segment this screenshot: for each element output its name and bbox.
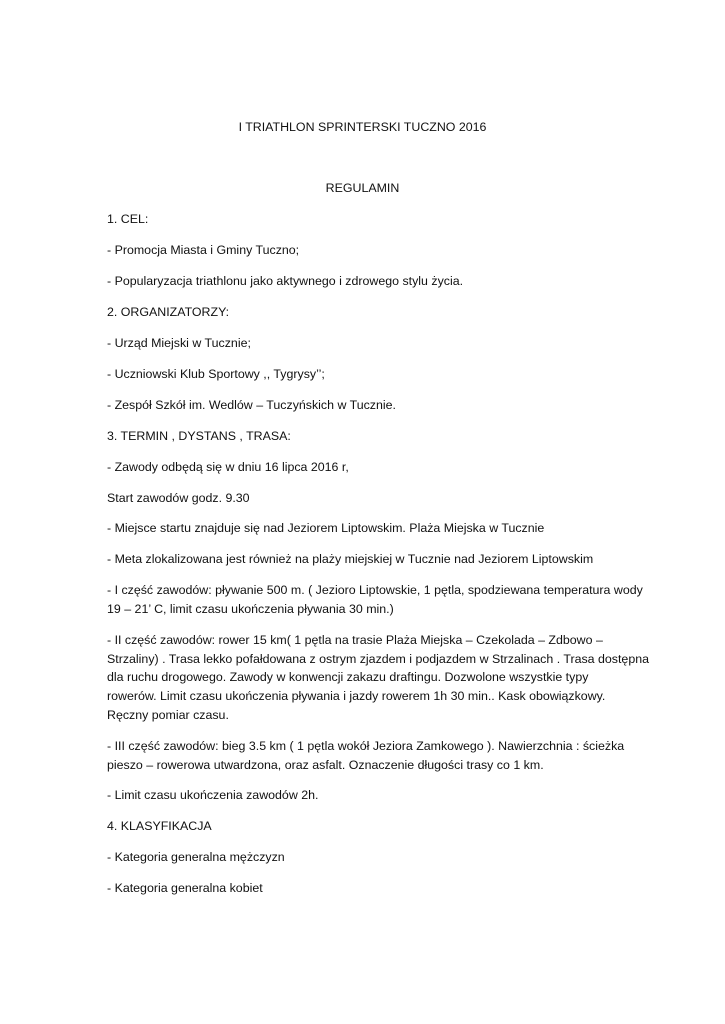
paragraph-org-1: - Urząd Miejski w Tucznie;	[107, 336, 251, 350]
paragraph-cel-1: - Promocja Miasta i Gminy Tuczno;	[107, 243, 300, 257]
section-heading-klasyfikacja: 4. KLASYFIKACJA	[107, 819, 212, 833]
paragraph-termin-3: - Miejsce startu znajduje się nad Jeziorem Liptowskim. Plaża Miejska w Tucznie	[107, 521, 545, 535]
paragraph-czesc2-line2: Strzaliny) . Trasa lekko pofałdowana z ostrym zjazdem i podjazdem w Strzalinach . Trasa dostępna	[107, 652, 649, 666]
paragraph-czesc3-line2: pieszo – rowerowa utwardzona, oraz asfalt. Oznaczenie długości trasy co 1 km.	[107, 758, 544, 772]
paragraph-czesc1-line2: 19 – 21’ C, limit czasu ukończenia pływania 30 min.)	[107, 602, 394, 616]
paragraph-klas-1: - Kategoria generalna mężczyzn	[107, 850, 285, 864]
paragraph-czesc2-line4: rowerów. Limit czasu ukończenia pływania i jazdy rowerem 1h 30 min.. Kask obowiązkowy.	[107, 689, 606, 703]
paragraph-czesc2-line5: Ręczny pomiar czasu.	[107, 708, 229, 722]
paragraph-limit: - Limit czasu ukończenia zawodów 2h.	[107, 788, 319, 802]
section-heading-cel: 1. CEL:	[107, 212, 149, 226]
paragraph-termin-2: Start zawodów godz. 9.30	[107, 491, 250, 505]
paragraph-czesc3-line1: - III część zawodów: bieg 3.5 km ( 1 pętla wokół Jeziora Zamkowego ). Nawierzchnia : ścieżka	[107, 739, 625, 753]
paragraph-czesc2-line3: dla ruchu drogowego. Zawody w konwencji zakazu draftingu. Dozwolone wszystkie typy	[107, 670, 589, 684]
section-heading-organizatorzy: 2. ORGANIZATORZY:	[107, 305, 230, 319]
document-subtitle: REGULAMIN	[325, 181, 400, 195]
paragraph-klas-2: - Kategoria generalna kobiet	[107, 881, 263, 895]
paragraph-org-2: - Uczniowski Klub Sportowy ,, Tygrysy’’;	[107, 367, 325, 381]
paragraph-termin-4: - Meta zlokalizowana jest również na plaży miejskiej w Tucznie nad Jeziorem Liptowskim	[107, 552, 594, 566]
document-title: I TRIATHLON SPRINTERSKI TUCZNO 2016	[238, 120, 487, 134]
paragraph-org-3: - Zespół Szkół im. Wedlów – Tuczyńskich w Tucznie.	[107, 398, 396, 412]
paragraph-czesc1-line1: - I część zawodów: pływanie 500 m. ( Jezioro Liptowskie, 1 pętla, spodziewana temperatura wody	[107, 583, 643, 597]
paragraph-termin-1: - Zawody odbędą się w dniu 16 lipca 2016 r,	[107, 460, 349, 474]
paragraph-cel-2: - Popularyzacja triathlonu jako aktywnego i zdrowego stylu życia.	[107, 274, 464, 288]
section-heading-termin: 3. TERMIN , DYSTANS , TRASA:	[107, 429, 291, 443]
paragraph-czesc2-line1: - II część zawodów: rower 15 km( 1 pętla na trasie Plaża Miejska – Czekolada – Zdbowo –	[107, 633, 603, 647]
